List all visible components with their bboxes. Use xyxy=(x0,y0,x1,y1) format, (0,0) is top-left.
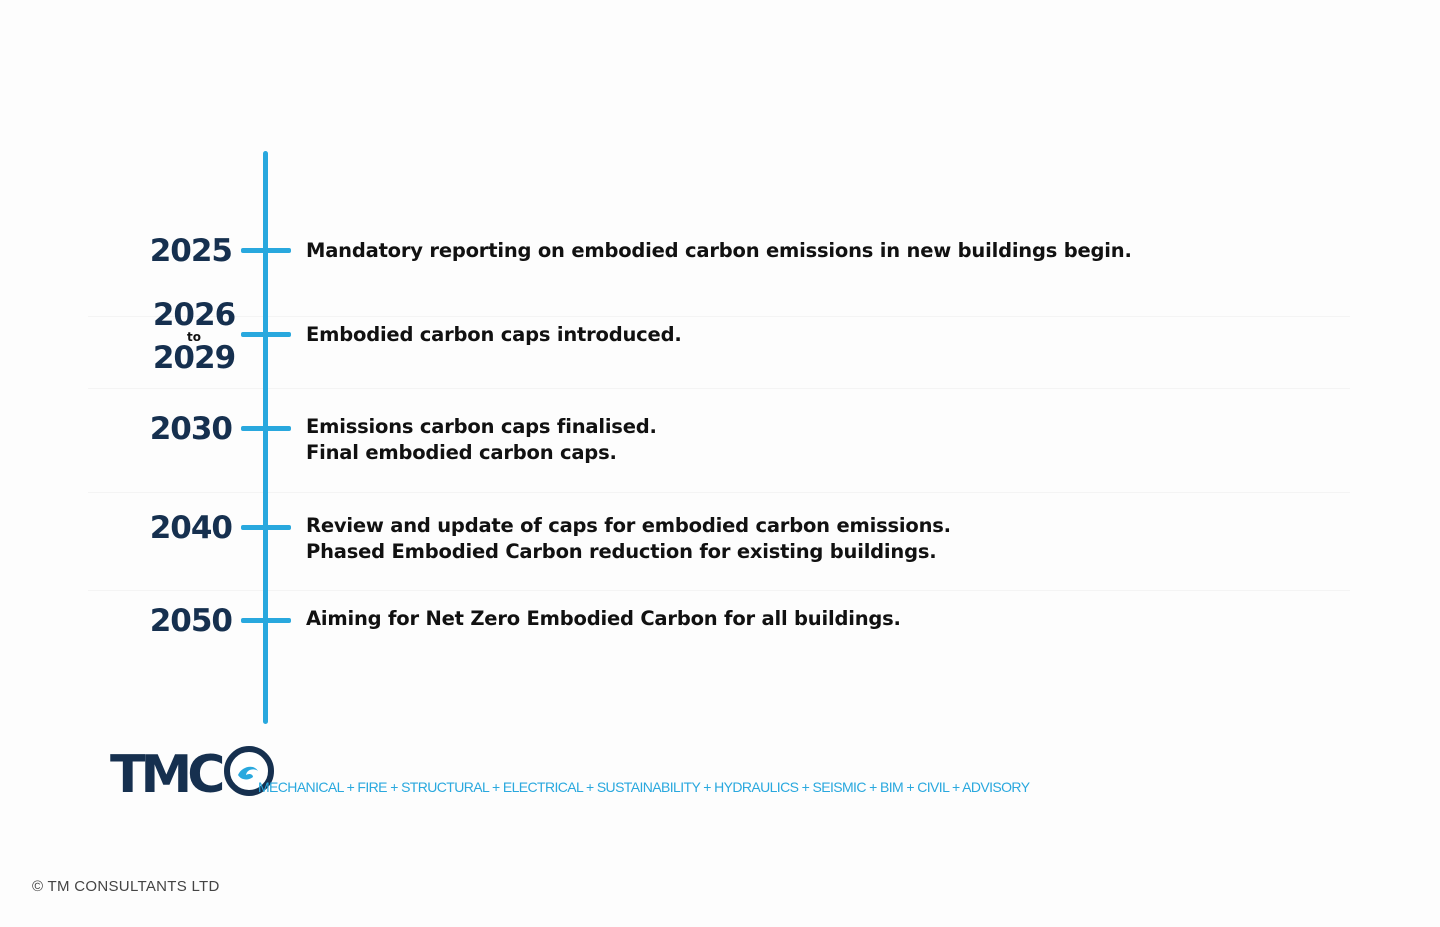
year-2050: 2050 xyxy=(149,603,232,639)
event-line: Phased Embodied Carbon reduction for existing buildings. xyxy=(306,540,937,563)
timeline-tick xyxy=(241,618,291,623)
event-2040 xyxy=(306,513,951,565)
event-line: Emissions carbon caps finalised. xyxy=(306,415,657,438)
timeline-tick xyxy=(241,525,291,530)
tmco-logo xyxy=(110,745,274,805)
year-range-2026-2029 xyxy=(152,297,236,376)
timeline-tick xyxy=(241,332,291,337)
year-2025: 2025 xyxy=(149,233,232,269)
services-list: MECHANICAL + FIRE + STRUCTURAL + ELECTRICAL + SUSTAINABILITY + HYDRAULICS + SEISMIC + BIM + CIVIL + ADVISORY xyxy=(258,779,1030,795)
year-2040: 2040 xyxy=(149,510,232,546)
year-joiner: to xyxy=(187,330,201,344)
event-line: Aiming for Net Zero Embodied Carbon for all buildings. xyxy=(306,607,901,630)
row-divider xyxy=(88,388,1350,389)
copyright-notice: © TM CONSULTANTS LTD xyxy=(32,878,220,895)
event-line: Review and update of caps for embodied carbon emissions. xyxy=(306,514,951,537)
timeline-tick xyxy=(241,426,291,431)
year-end: 2029 xyxy=(152,340,236,376)
event-line: Embodied carbon caps introduced. xyxy=(306,323,682,346)
row-divider xyxy=(88,492,1350,493)
event-line: Final embodied carbon caps. xyxy=(306,441,617,464)
timeline-tick xyxy=(241,248,291,253)
timeline-panel xyxy=(88,212,1350,672)
row-divider xyxy=(88,316,1350,317)
year-start: 2026 xyxy=(152,297,236,333)
event-2050 xyxy=(306,606,901,632)
event-2025 xyxy=(306,238,1132,264)
event-2026-2029 xyxy=(306,322,682,348)
row-divider xyxy=(88,590,1350,591)
logo-text: TMC xyxy=(110,745,221,805)
year-2030: 2030 xyxy=(149,411,232,447)
event-2030 xyxy=(306,414,657,466)
event-line: Mandatory reporting on embodied carbon emissions in new buildings begin. xyxy=(306,239,1132,262)
timeline-axis xyxy=(263,151,268,724)
